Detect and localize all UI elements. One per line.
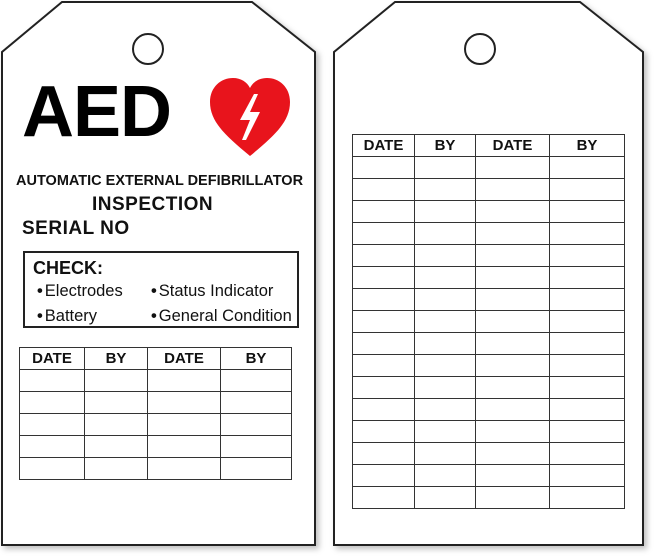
left-tag-hole (133, 34, 163, 64)
log-cell (476, 421, 550, 443)
log-cell (415, 223, 476, 245)
table-row (20, 414, 292, 436)
log-cell (148, 436, 221, 458)
log-cell (550, 333, 625, 355)
column-header-by: BY (550, 135, 625, 157)
log-cell (550, 157, 625, 179)
device-subtitle: AUTOMATIC EXTERNAL DEFIBRILLATOR (16, 173, 304, 189)
log-cell (353, 311, 415, 333)
check-item (151, 307, 292, 326)
log-cell (353, 157, 415, 179)
log-cell (85, 458, 148, 480)
table-row (353, 201, 625, 223)
log-cell (221, 436, 292, 458)
log-cell (353, 355, 415, 377)
check-item-label: Battery (44, 307, 98, 325)
log-cell (476, 333, 550, 355)
log-cell (415, 157, 476, 179)
table-row (20, 436, 292, 458)
check-title: CHECK: (33, 258, 103, 278)
check-item-label: Electrodes (44, 282, 123, 300)
table-row (353, 421, 625, 443)
column-header-date: DATE (148, 348, 221, 370)
log-cell (550, 399, 625, 421)
log-cell (353, 399, 415, 421)
table-row (353, 157, 625, 179)
table-row (20, 458, 292, 480)
log-cell (415, 399, 476, 421)
table-row (20, 392, 292, 414)
log-cell (476, 179, 550, 201)
column-header-by: BY (221, 348, 292, 370)
log-cell (476, 487, 550, 509)
table-header-row (20, 348, 292, 370)
table-row (353, 333, 625, 355)
log-cell (476, 267, 550, 289)
log-cell (476, 311, 550, 333)
log-cell (550, 223, 625, 245)
log-cell (415, 289, 476, 311)
log-cell (353, 289, 415, 311)
log-cell (353, 333, 415, 355)
log-cell (415, 267, 476, 289)
log-cell (353, 245, 415, 267)
log-cell (550, 267, 625, 289)
log-cell (415, 245, 476, 267)
table-row (353, 289, 625, 311)
log-cell (476, 399, 550, 421)
serial-number-label: SERIAL NO (22, 218, 130, 239)
inspection-label: INSPECTION (92, 194, 214, 215)
log-cell (550, 289, 625, 311)
check-item-label: Status Indicator (158, 282, 274, 300)
table-row (353, 245, 625, 267)
table-row (353, 443, 625, 465)
log-cell (476, 355, 550, 377)
log-cell (550, 487, 625, 509)
log-cell (20, 370, 85, 392)
bullet-icon: • (37, 307, 43, 325)
bullet-icon: • (151, 282, 157, 300)
table-row (20, 370, 292, 392)
log-cell (415, 311, 476, 333)
table-row (353, 355, 625, 377)
log-cell (85, 370, 148, 392)
column-header-date: DATE (353, 135, 415, 157)
check-item (151, 282, 273, 301)
log-cell (353, 465, 415, 487)
log-cell (550, 179, 625, 201)
log-cell (550, 355, 625, 377)
check-item (37, 307, 97, 326)
log-cell (415, 179, 476, 201)
column-header-by: BY (415, 135, 476, 157)
log-cell (415, 201, 476, 223)
log-cell (148, 414, 221, 436)
table-row (353, 465, 625, 487)
log-cell (415, 355, 476, 377)
log-cell (415, 377, 476, 399)
log-cell (353, 487, 415, 509)
check-list-box (23, 251, 299, 328)
left-inspection-log-table (19, 347, 292, 480)
log-cell (148, 370, 221, 392)
table-header-row (353, 135, 625, 157)
table-row (353, 399, 625, 421)
right-tag-hole (465, 34, 495, 64)
log-cell (20, 436, 85, 458)
column-header-by: BY (85, 348, 148, 370)
log-cell (550, 421, 625, 443)
log-cell (221, 370, 292, 392)
log-cell (353, 267, 415, 289)
log-cell (550, 377, 625, 399)
log-cell (550, 201, 625, 223)
log-cell (148, 458, 221, 480)
log-cell (353, 443, 415, 465)
log-cell (85, 392, 148, 414)
bullet-icon: • (37, 282, 43, 300)
log-cell (476, 223, 550, 245)
log-cell (353, 377, 415, 399)
log-cell (550, 443, 625, 465)
log-cell (476, 201, 550, 223)
check-item (37, 282, 123, 301)
log-cell (20, 414, 85, 436)
log-cell (476, 245, 550, 267)
bullet-icon: • (151, 307, 157, 325)
table-row (353, 377, 625, 399)
log-cell (415, 443, 476, 465)
table-row (353, 223, 625, 245)
log-cell (476, 443, 550, 465)
log-cell (353, 179, 415, 201)
log-cell (550, 465, 625, 487)
table-row (353, 267, 625, 289)
table-row (353, 311, 625, 333)
log-cell (85, 414, 148, 436)
log-cell (476, 377, 550, 399)
log-cell (415, 421, 476, 443)
heart-lightning-icon (208, 76, 292, 160)
log-cell (415, 465, 476, 487)
aed-title: AED (22, 72, 172, 152)
log-cell (415, 333, 476, 355)
column-header-date: DATE (20, 348, 85, 370)
column-header-date: DATE (476, 135, 550, 157)
log-cell (20, 458, 85, 480)
log-cell (353, 421, 415, 443)
log-cell (476, 157, 550, 179)
table-row (353, 487, 625, 509)
log-cell (353, 223, 415, 245)
log-cell (550, 245, 625, 267)
log-cell (476, 289, 550, 311)
log-cell (221, 458, 292, 480)
log-cell (353, 201, 415, 223)
table-row (353, 179, 625, 201)
log-cell (148, 392, 221, 414)
log-cell (476, 465, 550, 487)
right-inspection-log-table (352, 134, 625, 509)
log-cell (221, 392, 292, 414)
log-cell (550, 311, 625, 333)
log-cell (415, 487, 476, 509)
log-cell (221, 414, 292, 436)
log-cell (20, 392, 85, 414)
check-item-label: General Condition (158, 307, 292, 325)
log-cell (85, 436, 148, 458)
